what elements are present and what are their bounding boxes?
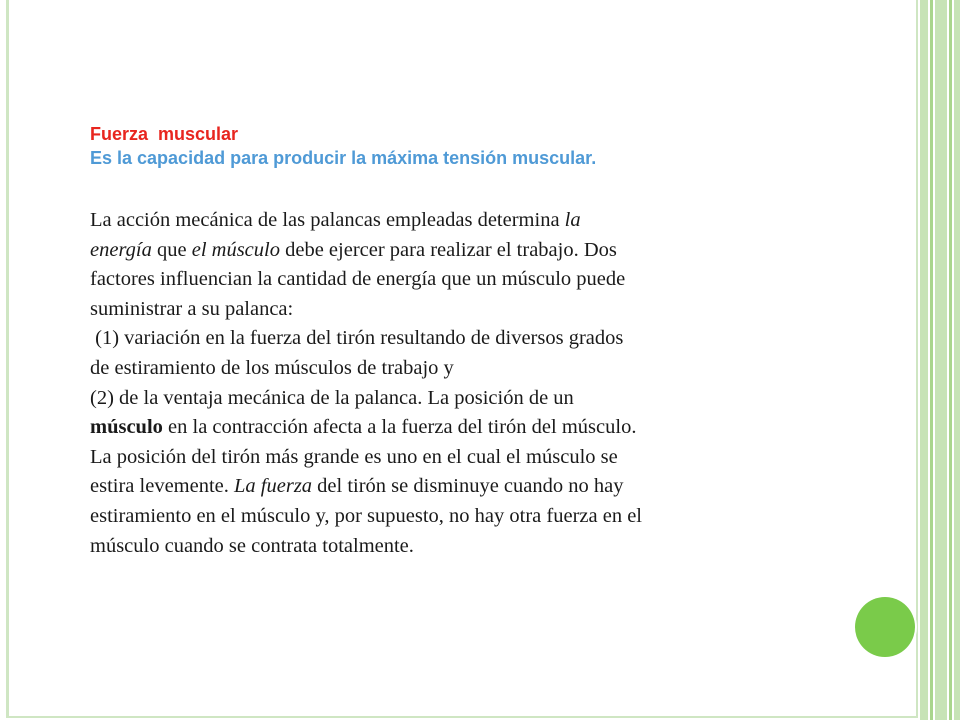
slide-subtitle: Es la capacidad para producir la máxima tensión muscular. — [90, 148, 597, 168]
italic-text: el músculo — [191, 238, 280, 261]
text-run: que — [151, 238, 192, 261]
body-line — [90, 236, 850, 266]
stripe — [954, 0, 960, 720]
stripe — [920, 0, 928, 720]
text-run: La acción mecánica de las palancas empleadas determina — [90, 209, 565, 231]
italic-text: energía — [90, 238, 152, 261]
decorative-stripes — [920, 0, 960, 720]
stripe — [930, 0, 933, 720]
decorative-green-circle — [855, 597, 915, 657]
body-line: factores influencian la cantidad de energía que un músculo puede — [90, 268, 626, 291]
italic-text: la — [564, 209, 581, 231]
slide-title: Fuerza muscular — [90, 124, 239, 144]
slide-content — [90, 122, 850, 561]
body-text — [90, 206, 850, 561]
text-run: en la contracción afecta a la fuerza del tirón del músculo. — [162, 416, 637, 439]
stripe — [949, 0, 952, 720]
bold-text: músculo — [90, 416, 163, 439]
body-line: de estiramiento de los músculos de trabajo y — [90, 356, 454, 379]
italic-text: La fuerza — [234, 475, 313, 498]
body-line — [90, 472, 850, 502]
body-line: La posición del tirón más grande es uno en el cual el músculo se — [90, 445, 618, 468]
text-run: del tirón se disminuye cuando no hay — [312, 475, 624, 498]
text-run: estira levemente. — [90, 475, 235, 498]
body-line: estiramiento en el músculo y, por supuesto, no hay otra fuerza en el — [90, 504, 642, 527]
body-line: (1) variación en la fuerza del tirón resultando de diversos grados — [90, 327, 624, 350]
body-line: suministrar a su palanca: — [90, 297, 294, 320]
text-run: debe ejercer para realizar el trabajo. Dos — [279, 238, 617, 261]
body-line: músculo cuando se contrata totalmente. — [90, 534, 414, 557]
body-line — [90, 206, 850, 236]
stripe — [935, 0, 947, 720]
body-line — [90, 413, 850, 443]
body-line: (2) de la ventaja mecánica de la palanca. La posición de un — [90, 386, 574, 409]
